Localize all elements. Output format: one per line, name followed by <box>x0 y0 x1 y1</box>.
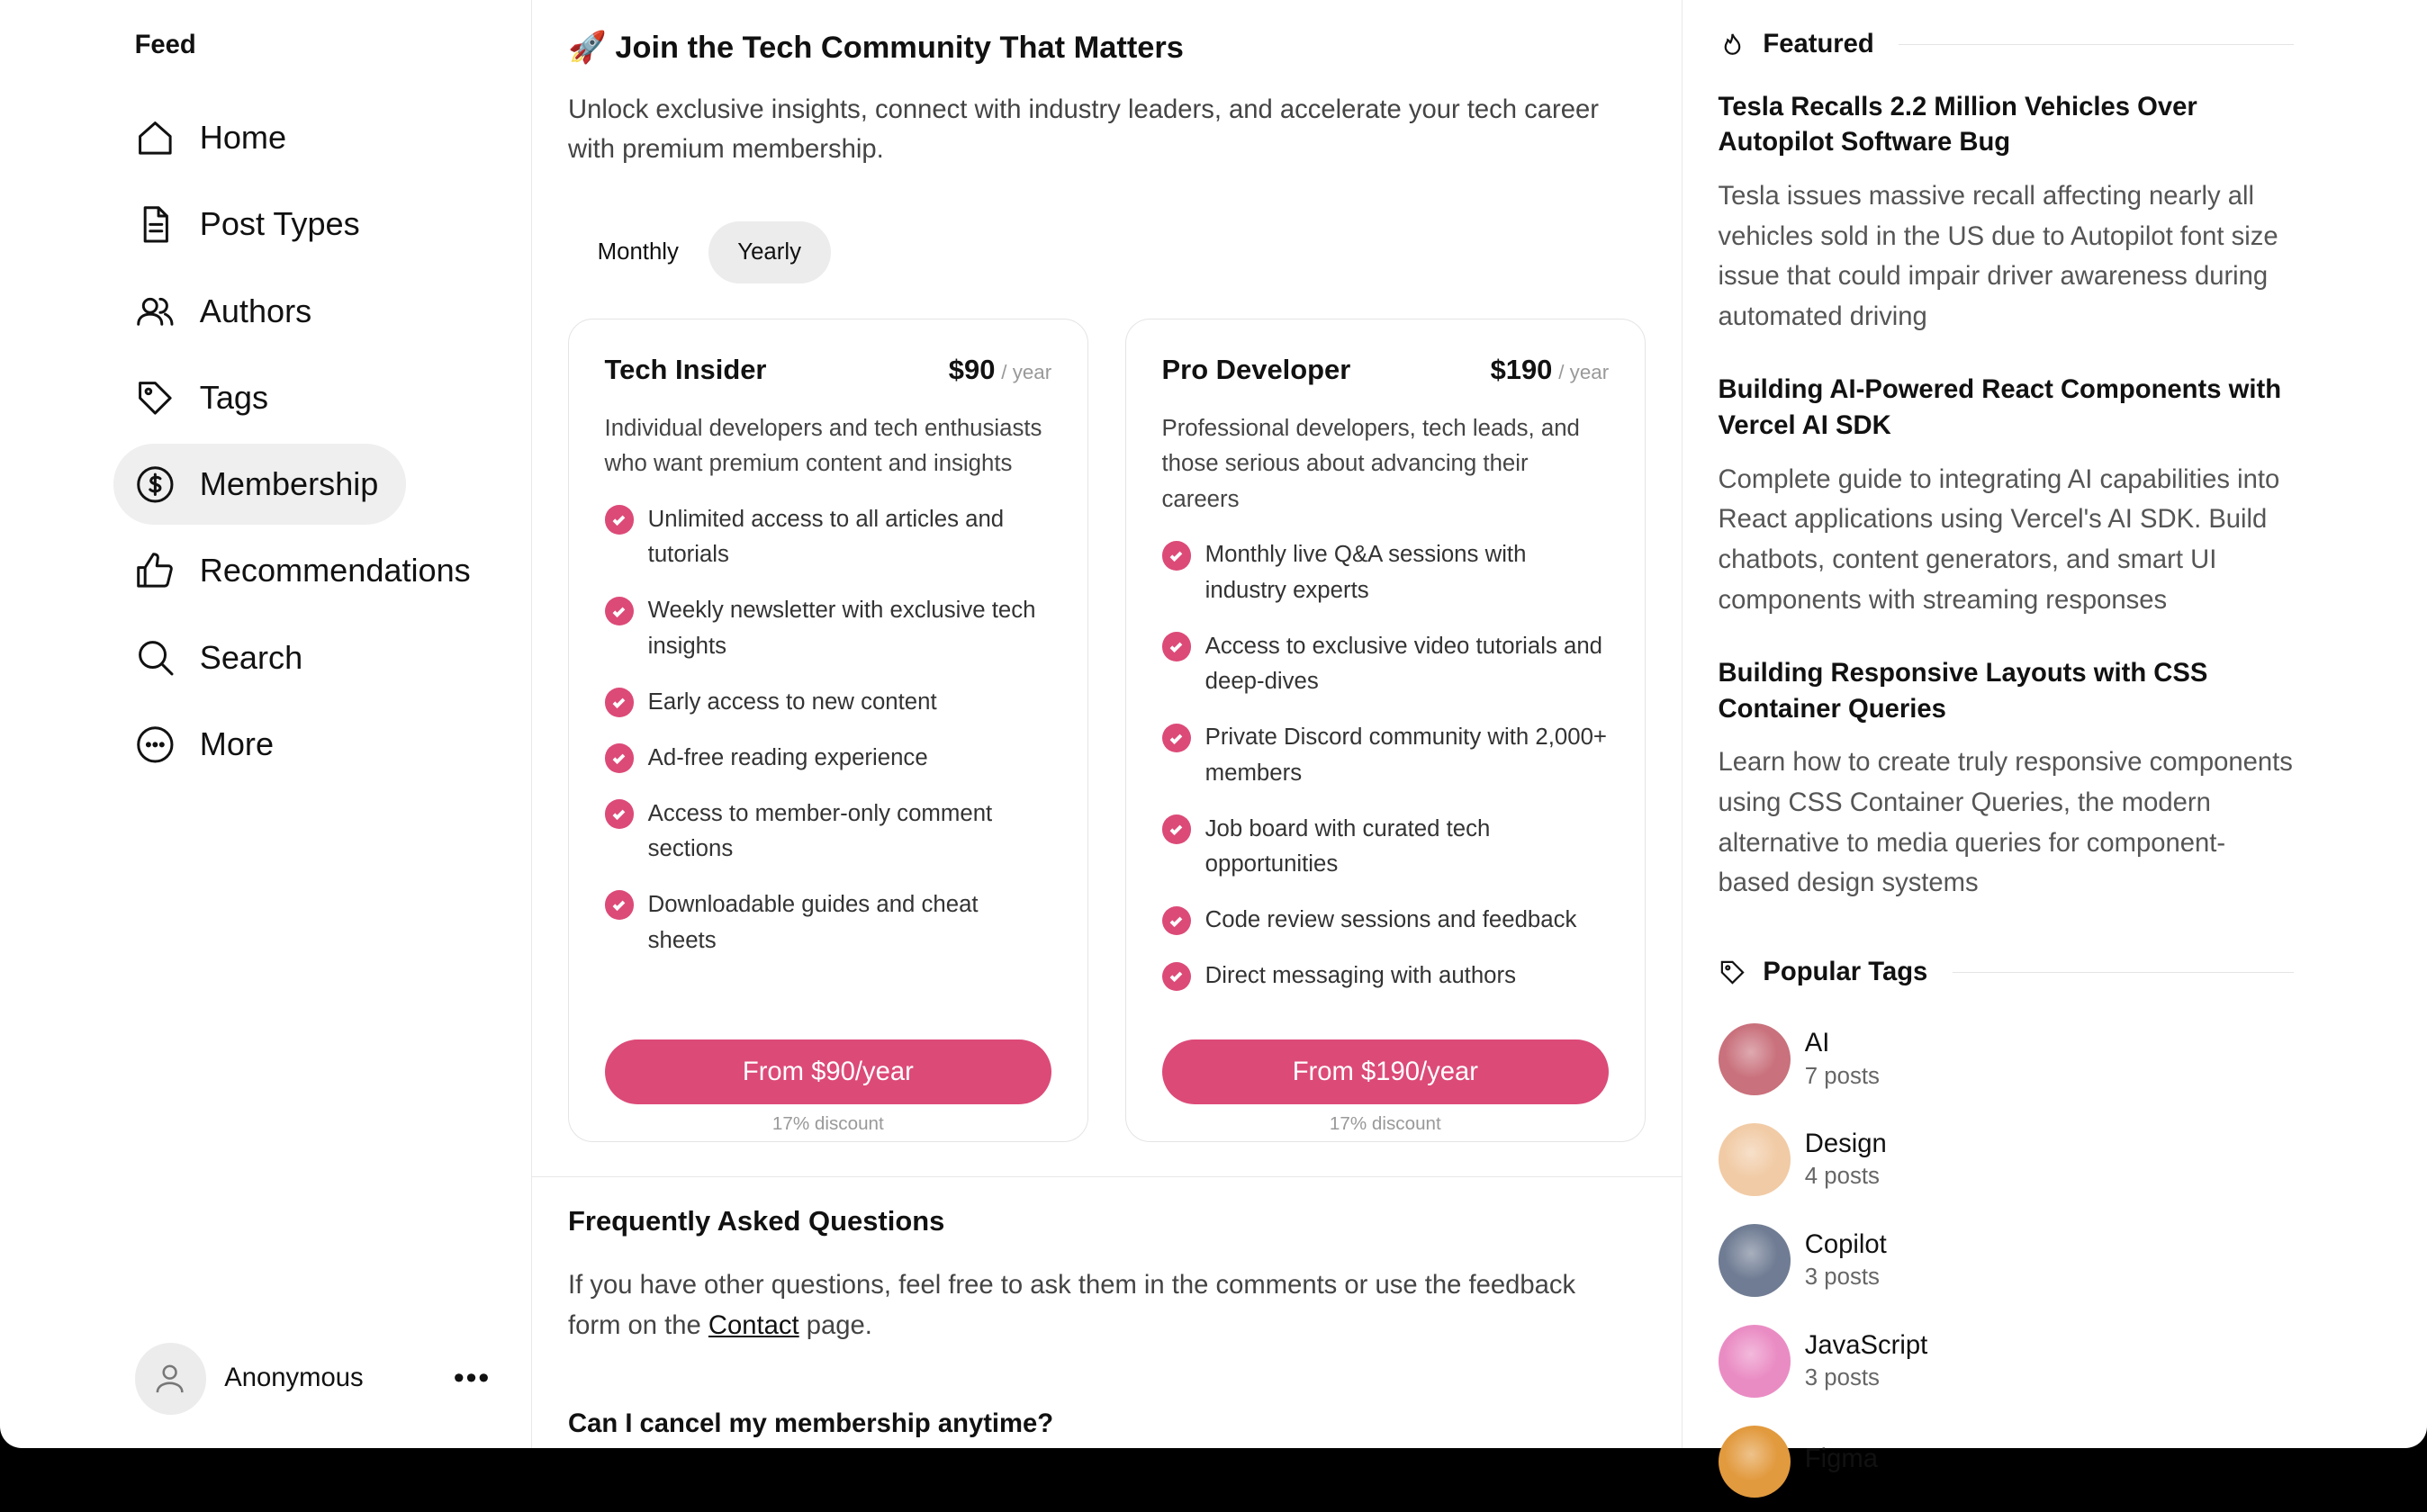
plan-description: Individual developers and tech enthusiasts who want premium content and insights <box>604 415 1042 477</box>
main-content <box>532 0 1683 1448</box>
sidebar-item-label: Recommendations <box>199 552 471 590</box>
more-options-icon[interactable]: ••• <box>453 1361 492 1396</box>
feature-text: Access to exclusive video tutorials and deep-dives <box>1204 633 1603 695</box>
featured-article[interactable] <box>1719 90 2297 338</box>
tag-item[interactable] <box>1719 1411 2295 1512</box>
featured-header <box>1719 30 2295 59</box>
check-icon <box>605 505 635 535</box>
plan-feature <box>605 685 1052 721</box>
plan-feature <box>1162 629 1610 700</box>
more-circle-icon <box>135 724 176 765</box>
tag-name: Figma <box>1804 1444 1878 1473</box>
plan-feature <box>1162 537 1610 608</box>
tag-image <box>1719 1426 1791 1498</box>
sidebar-item-post-types[interactable] <box>113 184 388 265</box>
plan-feature <box>1162 903 1610 939</box>
plan-feature <box>605 741 1052 777</box>
plan-feature <box>605 593 1052 664</box>
plan-feature <box>1162 812 1610 883</box>
sidebar-item-label: Membership <box>199 465 379 503</box>
check-icon <box>605 799 635 829</box>
subscribe-button[interactable]: From $190/year <box>1162 1040 1610 1104</box>
feature-text: Weekly newsletter with exclusive tech insights <box>647 598 1036 659</box>
plan-name: Tech Insider <box>604 354 767 385</box>
check-icon <box>1162 541 1192 571</box>
document-icon <box>135 204 176 245</box>
featured-article[interactable] <box>1719 373 2297 620</box>
sidebar-item-tags[interactable] <box>113 357 296 437</box>
contact-link[interactable]: Contact <box>708 1311 799 1341</box>
users-icon <box>135 291 176 331</box>
faq-text-after: page. <box>798 1311 872 1341</box>
tab-monthly[interactable]: Monthly <box>597 238 679 265</box>
billing-toggle <box>568 221 831 284</box>
feed-title: Feed <box>134 31 196 60</box>
price-value: $190 <box>1490 354 1553 385</box>
sidebar-item-label: Search <box>199 638 303 676</box>
tag-count: 7 posts <box>1804 1063 1880 1089</box>
tag-item[interactable] <box>1719 1210 2295 1311</box>
tag-image <box>1719 1123 1791 1196</box>
faq-text <box>568 1265 1620 1346</box>
thumbs-up-icon <box>135 551 176 591</box>
flame-icon <box>1719 31 1746 58</box>
article-title[interactable]: Tesla Recalls 2.2 Million Vehicles Over Autopilot Software Bug <box>1718 92 2197 158</box>
tag-icon <box>1719 958 1746 986</box>
tag-image <box>1719 1224 1791 1297</box>
plan-price <box>949 354 1051 386</box>
sidebar-nav <box>113 97 499 790</box>
faq-question[interactable]: Can I cancel my membership anytime? <box>568 1409 1054 1439</box>
avatar <box>135 1343 206 1414</box>
tag-count: 4 posts <box>1804 1164 1880 1190</box>
sidebar-item-label: Home <box>199 119 287 157</box>
right-sidebar <box>1718 0 2295 1473</box>
tag-name: AI <box>1804 1029 1830 1058</box>
page-title: 🚀 Join the Tech Community That Matters <box>568 30 1184 65</box>
feature-text: Early access to new content <box>647 688 937 715</box>
sidebar-item-authors[interactable] <box>113 271 340 351</box>
plan-feature <box>605 887 1052 958</box>
tag-name: Design <box>1804 1130 1887 1159</box>
feature-text: Downloadable guides and cheat sheets <box>647 892 979 953</box>
plan-feature <box>605 796 1052 868</box>
plan-feature <box>605 502 1052 573</box>
feature-text: Direct messaging with authors <box>1204 963 1516 989</box>
sidebar-item-home[interactable] <box>113 97 314 177</box>
price-value: $90 <box>948 354 996 385</box>
plan-feature <box>1162 958 1610 994</box>
feature-text: Private Discord community with 2,000+ members <box>1204 724 1607 786</box>
sidebar-item-search[interactable] <box>113 617 331 698</box>
tag-name: Copilot <box>1804 1229 1887 1259</box>
article-description: Learn how to create truly responsive components using CSS Container Queries, the modern alternative to media queries for component-based design systems <box>1718 748 2293 898</box>
sidebar-item-label: Tags <box>199 378 269 416</box>
feature-text: Monthly live Q&A sessions with industry experts <box>1204 542 1527 604</box>
sidebar-item-label: More <box>199 724 275 762</box>
feature-text: Ad-free reading experience <box>647 744 928 770</box>
tag-item[interactable] <box>1719 1110 2295 1210</box>
user-icon <box>151 1360 188 1397</box>
dollar-circle-icon <box>135 464 176 505</box>
price-period: / year <box>1001 361 1052 383</box>
article-title[interactable]: Building Responsive Layouts with CSS Container Queries <box>1718 659 2208 724</box>
article-title[interactable]: Building AI-Powered React Components with Vercel AI SDK <box>1718 375 2282 440</box>
check-icon <box>1162 906 1192 936</box>
feature-text: Access to member-only comment sections <box>647 800 993 862</box>
discount-note: 17% discount <box>1329 1113 1441 1135</box>
home-icon <box>135 118 176 158</box>
user-profile[interactable] <box>135 1343 491 1414</box>
tag-item[interactable] <box>1719 1009 2295 1110</box>
article-description: Tesla issues massive recall affecting nearly all vehicles sold in the US due to Autopilot font size issue that could impair driver awareness during automated driving <box>1718 182 2278 332</box>
popular-tags-header <box>1719 958 2295 987</box>
divider <box>532 1176 1682 1177</box>
tag-count: 3 posts <box>1804 1364 1880 1390</box>
sidebar <box>0 0 532 1448</box>
featured-article[interactable] <box>1719 656 2297 904</box>
search-icon <box>135 637 176 678</box>
feature-text: Job board with curated tech opportunities <box>1204 815 1491 878</box>
subscribe-button[interactable]: From $90/year <box>605 1040 1052 1104</box>
page-lead: Unlock exclusive insights, connect with industry leaders, and accelerate your tech career with premium membership. <box>568 94 1599 165</box>
tag-item[interactable] <box>1719 1310 2295 1411</box>
check-icon <box>605 890 635 920</box>
feature-text: Code review sessions and feedback <box>1204 907 1577 933</box>
check-icon <box>605 597 635 626</box>
plan-card <box>1125 319 1646 1142</box>
check-icon <box>1162 632 1192 662</box>
check-icon <box>1162 814 1192 844</box>
tag-image <box>1719 1023 1791 1096</box>
discount-note: 17% discount <box>771 1113 884 1135</box>
tag-image <box>1719 1325 1791 1398</box>
user-name: Anonymous <box>224 1364 364 1393</box>
plan-price <box>1491 354 1610 386</box>
tag-icon <box>135 378 176 418</box>
sidebar-item-label: Post Types <box>199 205 360 243</box>
article-description: Complete guide to integrating AI capabilities into React applications using Vercel's AI SDK. Build chatbots, content generators, and smart UI components with streaming responses <box>1718 464 2280 615</box>
tag-count: 3 posts <box>1804 1264 1880 1290</box>
plan-card <box>568 319 1088 1142</box>
faq-text-before: If you have other questions, feel free to ask them in the comments or use the feedback form on the <box>568 1271 1576 1341</box>
sidebar-item-membership[interactable] <box>113 444 407 524</box>
tag-name: JavaScript <box>1804 1330 1928 1360</box>
sidebar-item-more[interactable] <box>113 704 302 784</box>
check-icon <box>1162 724 1192 753</box>
tab-yearly[interactable]: Yearly <box>708 221 831 284</box>
plan-description: Professional developers, tech leads, and those serious about advancing their careers <box>1161 415 1580 512</box>
feature-text: Unlimited access to all articles and tutorials <box>647 506 1005 568</box>
check-icon <box>1162 962 1192 992</box>
sidebar-item-label: Authors <box>199 292 312 329</box>
faq-title: Frequently Asked Questions <box>568 1205 945 1238</box>
check-icon <box>605 688 635 717</box>
price-period: / year <box>1558 361 1610 383</box>
sidebar-item-recommendations[interactable] <box>113 531 499 611</box>
popular-tags-title: Popular Tags <box>1763 958 1928 987</box>
plan-feature <box>1162 720 1610 791</box>
featured-title: Featured <box>1763 29 1874 58</box>
check-icon <box>605 743 635 773</box>
plan-name: Pro Developer <box>1161 354 1351 385</box>
